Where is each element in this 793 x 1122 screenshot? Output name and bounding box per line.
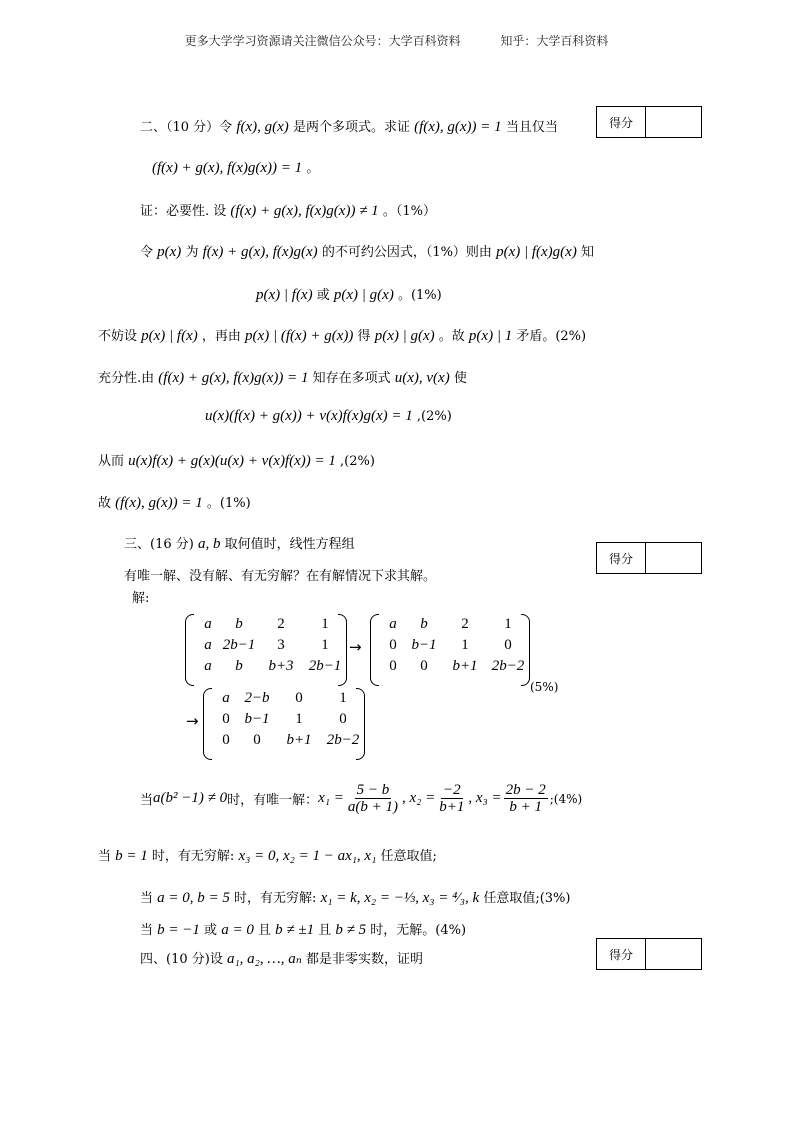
score-value-cell[interactable] xyxy=(646,107,701,137)
q3-vars: a, b xyxy=(197,536,221,552)
q2-p5-d: u(x), v(x) xyxy=(394,370,450,386)
q3-c4-a: 当 xyxy=(140,923,154,938)
q2-p3-c: p(x) | g(x) xyxy=(333,287,394,303)
matrix-cell: b+1 xyxy=(452,658,478,674)
matrix-cell: a xyxy=(204,637,212,653)
q2-p4-f: p(x) | g(x) xyxy=(374,328,435,344)
q2-p2-c: 为 xyxy=(185,245,199,260)
matrix-cell: 1 xyxy=(461,637,469,653)
q3-c3-b: a = 0, b = 5 xyxy=(157,890,230,906)
q3-c1-c: 时，有唯一解： xyxy=(227,793,319,808)
x2-denominator: b+1 xyxy=(439,799,465,815)
q2-p4-a: 不妨设 xyxy=(98,329,138,344)
matrix-cell: a xyxy=(204,658,212,674)
q2-p6-end: ,(2%) xyxy=(416,409,452,424)
q3-c4-e: 且 xyxy=(257,923,271,938)
q2-proof-line3 xyxy=(256,284,442,304)
q3-case-none xyxy=(140,919,466,939)
q2-p3-a: p(x) | f(x) xyxy=(256,287,313,303)
q2-p4-i: 矛盾。(2%) xyxy=(516,329,587,344)
q2-polys: f(x), g(x) xyxy=(236,119,289,135)
x2-fraction xyxy=(437,782,466,815)
matrix-cell: a xyxy=(204,616,212,632)
matrix-cell: 1 xyxy=(295,711,303,727)
matrix-cell: 1 xyxy=(321,616,329,632)
matrix-cell: 2b−1 xyxy=(308,658,342,674)
q3-c4-f: b ≠ ±1 xyxy=(275,922,315,938)
q3-label: 三、(16 分) xyxy=(124,537,194,552)
q3-case-unique xyxy=(140,782,582,815)
matrix-cell: b−1 xyxy=(411,637,437,653)
header-left-text: 更多大学学习资源请关注微信公众号：大学百科资料 xyxy=(184,34,461,48)
q3-c1-b: a(b² −1) ≠ 0 xyxy=(153,790,228,806)
score-value-cell[interactable] xyxy=(646,543,701,573)
q2-line1 xyxy=(140,116,558,136)
q2-p4-b: p(x) | f(x) xyxy=(141,328,198,344)
q2-p4-d: p(x) | (f(x) + g(x)) xyxy=(245,328,354,344)
q2-p2-g: 知 xyxy=(580,245,594,260)
matrix-cell: 0 xyxy=(389,637,397,653)
q2-p7-a: 从而 xyxy=(98,454,125,469)
arrow-1: → xyxy=(349,638,362,656)
x3-fraction xyxy=(504,782,548,815)
q2-p7-c: ,(2%) xyxy=(340,454,375,469)
q2-p8-b: (f(x), g(x)) = 1 xyxy=(115,495,203,511)
x3-label: , x₃ = xyxy=(468,790,502,806)
q2-p5-b: (f(x) + g(x), f(x)g(x)) = 1 xyxy=(158,370,309,386)
matrix-cell: 2b−2 xyxy=(491,658,525,674)
matrix-cell: 2 xyxy=(461,616,469,632)
q3-c3-d: x₁ = k, x₂ = −⅓, x₃ = ⁴⁄₃, k xyxy=(320,890,480,906)
q4-text: 都是非零实数，证明 xyxy=(305,952,423,967)
q2-proof-line1 xyxy=(140,200,436,220)
matrix-cell: b−1 xyxy=(244,711,270,727)
q2-p2-b: p(x) xyxy=(157,244,182,260)
q2-gcd: (f(x), g(x)) = 1 xyxy=(414,119,502,135)
augmented-matrix-3 xyxy=(203,688,365,760)
x3-denominator: b + 1 xyxy=(509,799,542,815)
augmented-matrix-1 xyxy=(185,614,347,686)
matrix-cell: 0 xyxy=(420,658,428,674)
q3-c1-a: 当 xyxy=(140,793,154,808)
matrix-cell: 2b−1 xyxy=(222,637,256,653)
q4-score-box xyxy=(596,938,702,970)
score-label: 得分 xyxy=(597,543,646,573)
q3-case-infinite-2 xyxy=(140,887,570,907)
q3-c2-b: b = 1 xyxy=(115,848,148,864)
matrix-cell: b+3 xyxy=(268,658,294,674)
q2-line2 xyxy=(152,157,319,177)
q3-c4-b: b = −1 xyxy=(157,922,200,938)
q3-c3-a: 当 xyxy=(140,891,154,906)
q3-score-box xyxy=(596,542,702,574)
score-value-cell[interactable] xyxy=(646,939,701,969)
x3-numerator: 2b − 2 xyxy=(505,782,546,798)
score-label: 得分 xyxy=(597,107,646,137)
q2-p4-c: ，再由 xyxy=(201,329,241,344)
matrix-cell: 1 xyxy=(504,616,512,632)
q3-c2-e: 任意取值; xyxy=(380,849,437,864)
matrix-cell: 0 xyxy=(222,732,230,748)
q2-p3-d: 。(1%) xyxy=(397,288,442,303)
header-right-text: 知乎：大学百科资料 xyxy=(500,34,609,48)
matrix-cell: 1 xyxy=(321,637,329,653)
q2-p2-f: p(x) | f(x)g(x) xyxy=(496,244,577,260)
q2-p8-c: 。(1%) xyxy=(206,496,251,511)
q3-text: 取何值时，线性方程组 xyxy=(224,537,355,552)
q2-p6-math: u(x)(f(x) + g(x)) + v(x)f(x)g(x) = 1 xyxy=(205,408,413,424)
q4-vars: a₁, a₂, …, aₙ xyxy=(226,951,302,967)
q2-p5-e: 使 xyxy=(453,371,467,386)
x1-denominator: a(b + 1) xyxy=(347,799,398,815)
x2-numerator: −2 xyxy=(443,782,461,798)
q3-case-infinite-1 xyxy=(98,845,437,865)
q2-score-box xyxy=(596,106,702,138)
q3-c4-d: a = 0 xyxy=(221,922,254,938)
q2-proof-line5 xyxy=(98,367,467,387)
q2-proof-line7 xyxy=(98,450,375,470)
q3-c4-g: 且 xyxy=(318,923,332,938)
q2-p4-e: 得 xyxy=(357,329,371,344)
matrix-cell: 0 xyxy=(389,658,397,674)
matrix-cell: 0 xyxy=(253,732,261,748)
q2-p2-a: 令 xyxy=(140,245,154,260)
q2-p7-b: u(x)f(x) + g(x)(u(x) + v(x)f(x)) = 1 xyxy=(128,453,336,469)
matrix-cell: 0 xyxy=(339,711,347,727)
matrix-cell: 2b−2 xyxy=(326,732,360,748)
matrix-cell: 0 xyxy=(504,637,512,653)
x2-label: , x₂ = xyxy=(402,790,436,806)
q3-c1-end: ;(4%) xyxy=(549,791,583,806)
matrix-cell: 3 xyxy=(277,637,285,653)
matrix-cell: b xyxy=(420,616,428,632)
q2-p4-g: 。故 xyxy=(438,329,465,344)
q3-line1 xyxy=(124,533,355,553)
q2-proof-line8 xyxy=(98,492,251,512)
q2-p5-c: 知存在多项式 xyxy=(312,371,391,386)
q3-solution-label: 解: xyxy=(132,591,150,606)
matrix-cell: 0 xyxy=(295,690,303,706)
q2-p2-d: f(x) + g(x), f(x)g(x) xyxy=(202,244,318,260)
x1-label: x₁ = xyxy=(318,790,344,806)
page-header xyxy=(0,32,793,49)
q2-line2-end: 。 xyxy=(306,161,320,176)
matrix-cell: 0 xyxy=(222,711,230,727)
q3-line2: 有唯一解、没有解、有无穷解？在有解情况下求其解。 xyxy=(124,569,437,584)
q2-p3-b: 或 xyxy=(316,288,330,303)
q2-proof-line2 xyxy=(140,241,594,261)
q2-p1-text: 证：必要性. 设 xyxy=(140,204,227,219)
q3-c4-c: 或 xyxy=(204,923,218,938)
q2-iff: 当且仅当 xyxy=(505,120,558,135)
q2-text: 是两个多项式。求证 xyxy=(292,120,410,135)
matrix-cell: b xyxy=(235,658,243,674)
q3-c2-c: 时，有无穷解: xyxy=(151,849,235,864)
x1-fraction xyxy=(346,782,400,815)
q3-c4-i: 时，无解。(4%) xyxy=(370,923,467,938)
q3-c2-d: x₃ = 0, x₂ = 1 − ax₁, x₁ xyxy=(238,848,377,864)
q2-proof-line6 xyxy=(205,408,452,425)
q2-label: 二、（10 分）令 xyxy=(140,120,233,135)
q2-p2-e: 的不可约公因式，（1%）则由 xyxy=(321,245,492,260)
matrix-cell: 2 xyxy=(277,616,285,632)
q3-c3-e: 任意取值;(3%) xyxy=(483,891,571,906)
score-label: 得分 xyxy=(597,939,646,969)
q2-p8-a: 故 xyxy=(98,496,112,511)
matrix-cell: b xyxy=(235,616,243,632)
matrix-cell: 1 xyxy=(339,690,347,706)
augmented-matrix-2 xyxy=(370,614,530,686)
q2-p1-math: (f(x) + g(x), f(x)g(x)) ≠ 1 xyxy=(230,203,379,219)
q3-c4-h: b ≠ 5 xyxy=(335,922,367,938)
q2-p1-end: 。（1%） xyxy=(382,204,436,219)
matrix-cell: 2−b xyxy=(244,690,270,706)
q2-proof-line4 xyxy=(98,325,586,345)
matrix-percent: (5%) xyxy=(530,680,559,694)
q2-p5-a: 充分性.由 xyxy=(98,371,155,386)
q3-c2-a: 当 xyxy=(98,849,112,864)
matrix-cell: a xyxy=(389,616,397,632)
arrow-2: → xyxy=(186,712,199,730)
q4-line1 xyxy=(140,948,423,968)
matrix-cell: a xyxy=(222,690,230,706)
q2-condition: (f(x) + g(x), f(x)g(x)) = 1 xyxy=(152,160,303,176)
q3-c3-c: 时，有无穷解: xyxy=(234,891,317,906)
q2-p4-h: p(x) | 1 xyxy=(468,328,513,344)
x1-numerator: 5 − b xyxy=(356,782,390,798)
matrix-cell: b+1 xyxy=(286,732,312,748)
q4-label: 四、(10 分)设 xyxy=(140,952,223,967)
